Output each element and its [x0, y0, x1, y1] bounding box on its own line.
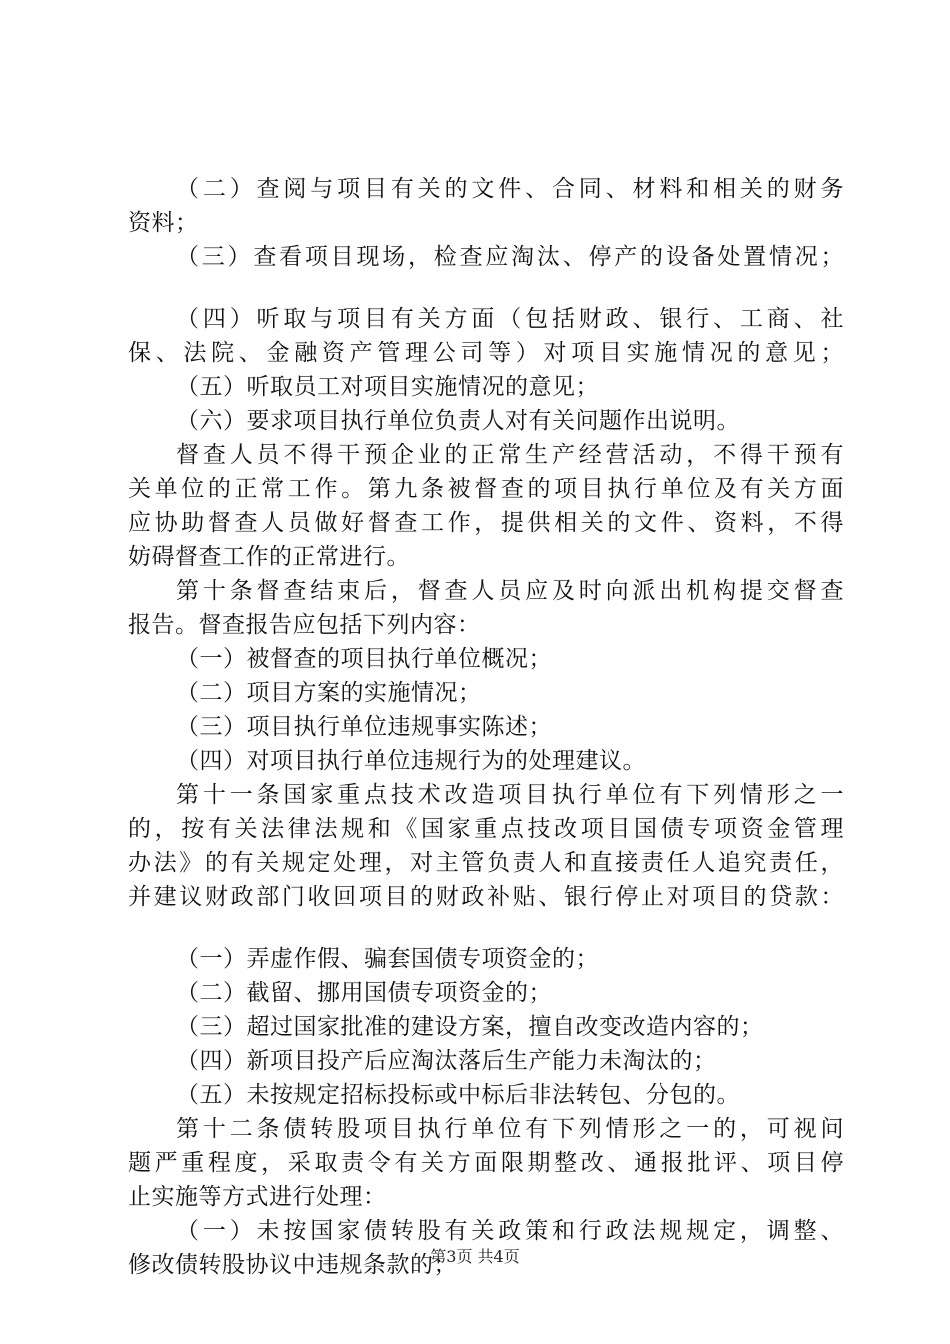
- text-line: （六）要求项目执行单位负责人对有关问题作出说明。: [176, 408, 740, 434]
- text-line: 资料；: [128, 210, 199, 236]
- text-line: 的，按有关法律法规和《国家重点技改项目国债专项资金管理: [128, 816, 844, 842]
- paragraph-gap: [128, 914, 844, 942]
- page-number-footer: 第3页 共4页: [430, 1247, 520, 1266]
- text-line: 第十一条国家重点技术改造项目执行单位有下列情形之一: [176, 782, 844, 808]
- text-line: 应协助督查人员做好督查工作，提供相关的文件、资料，不得: [128, 510, 844, 536]
- text-line: 并建议财政部门收回项目的财政补贴、银行停止对项目的贷款：: [128, 884, 844, 910]
- text-line: 报告。督查报告应包括下列内容：: [128, 612, 481, 638]
- text-line: （二）查阅与项目有关的文件、合同、材料和相关的财务: [176, 176, 844, 202]
- text-line: 修改债转股协议中违规条款的；: [128, 1252, 457, 1278]
- text-line: （四）新项目投产后应淘汰落后生产能力未淘汰的；: [176, 1048, 717, 1074]
- text-line: 关单位的正常工作。第九条被督查的项目执行单位及有关方面: [128, 476, 844, 502]
- text-line: （一）被督查的项目执行单位概况；: [176, 646, 552, 672]
- text-line: （四）听取与项目有关方面（包括财政、银行、工商、社: [176, 306, 844, 332]
- text-line: （三）查看项目现场，检查应淘汰、停产的设备处置情况；: [176, 244, 844, 270]
- text-line: 保、法院、金融资产管理公司等）对项目实施情况的意见；: [128, 340, 844, 366]
- text-line: 题严重程度，采取责令有关方面限期整改、通报批评、项目停: [128, 1150, 844, 1176]
- text-line: 妨碍督查工作的正常进行。: [128, 544, 410, 570]
- text-line: （五）未按规定招标投标或中标后非法转包、分包的。: [176, 1082, 740, 1108]
- text-line: 第十二条债转股项目执行单位有下列情形之一的，可视问: [176, 1116, 844, 1142]
- text-line: （四）对项目执行单位违规行为的处理建议。: [176, 748, 646, 774]
- document-body: [128, 172, 844, 1282]
- text-line: 办法》的有关规定处理，对主管负责人和直接责任人追究责任，: [128, 850, 844, 876]
- text-line: （二）截留、挪用国债专项资金的；: [176, 980, 552, 1006]
- text-line: （三）项目执行单位违规事实陈述；: [176, 714, 552, 740]
- text-line: （二）项目方案的实施情况；: [176, 680, 482, 706]
- text-line: 止实施等方式进行处理：: [128, 1184, 387, 1210]
- text-line: 督查人员不得干预企业的正常生产经营活动，不得干预有: [176, 442, 844, 468]
- text-line: 第十条督查结束后，督查人员应及时向派出机构提交督查: [176, 578, 844, 604]
- paragraph-gap: [128, 274, 844, 302]
- text-line: （三）超过国家批准的建设方案，擅自改变改造内容的；: [176, 1014, 764, 1040]
- text-line: （一）未按国家债转股有关政策和行政法规规定，调整、: [176, 1218, 844, 1244]
- text-line: （五）听取员工对项目实施情况的意见；: [176, 374, 599, 400]
- text-line: （一）弄虚作假、骗套国债专项资金的；: [176, 946, 599, 972]
